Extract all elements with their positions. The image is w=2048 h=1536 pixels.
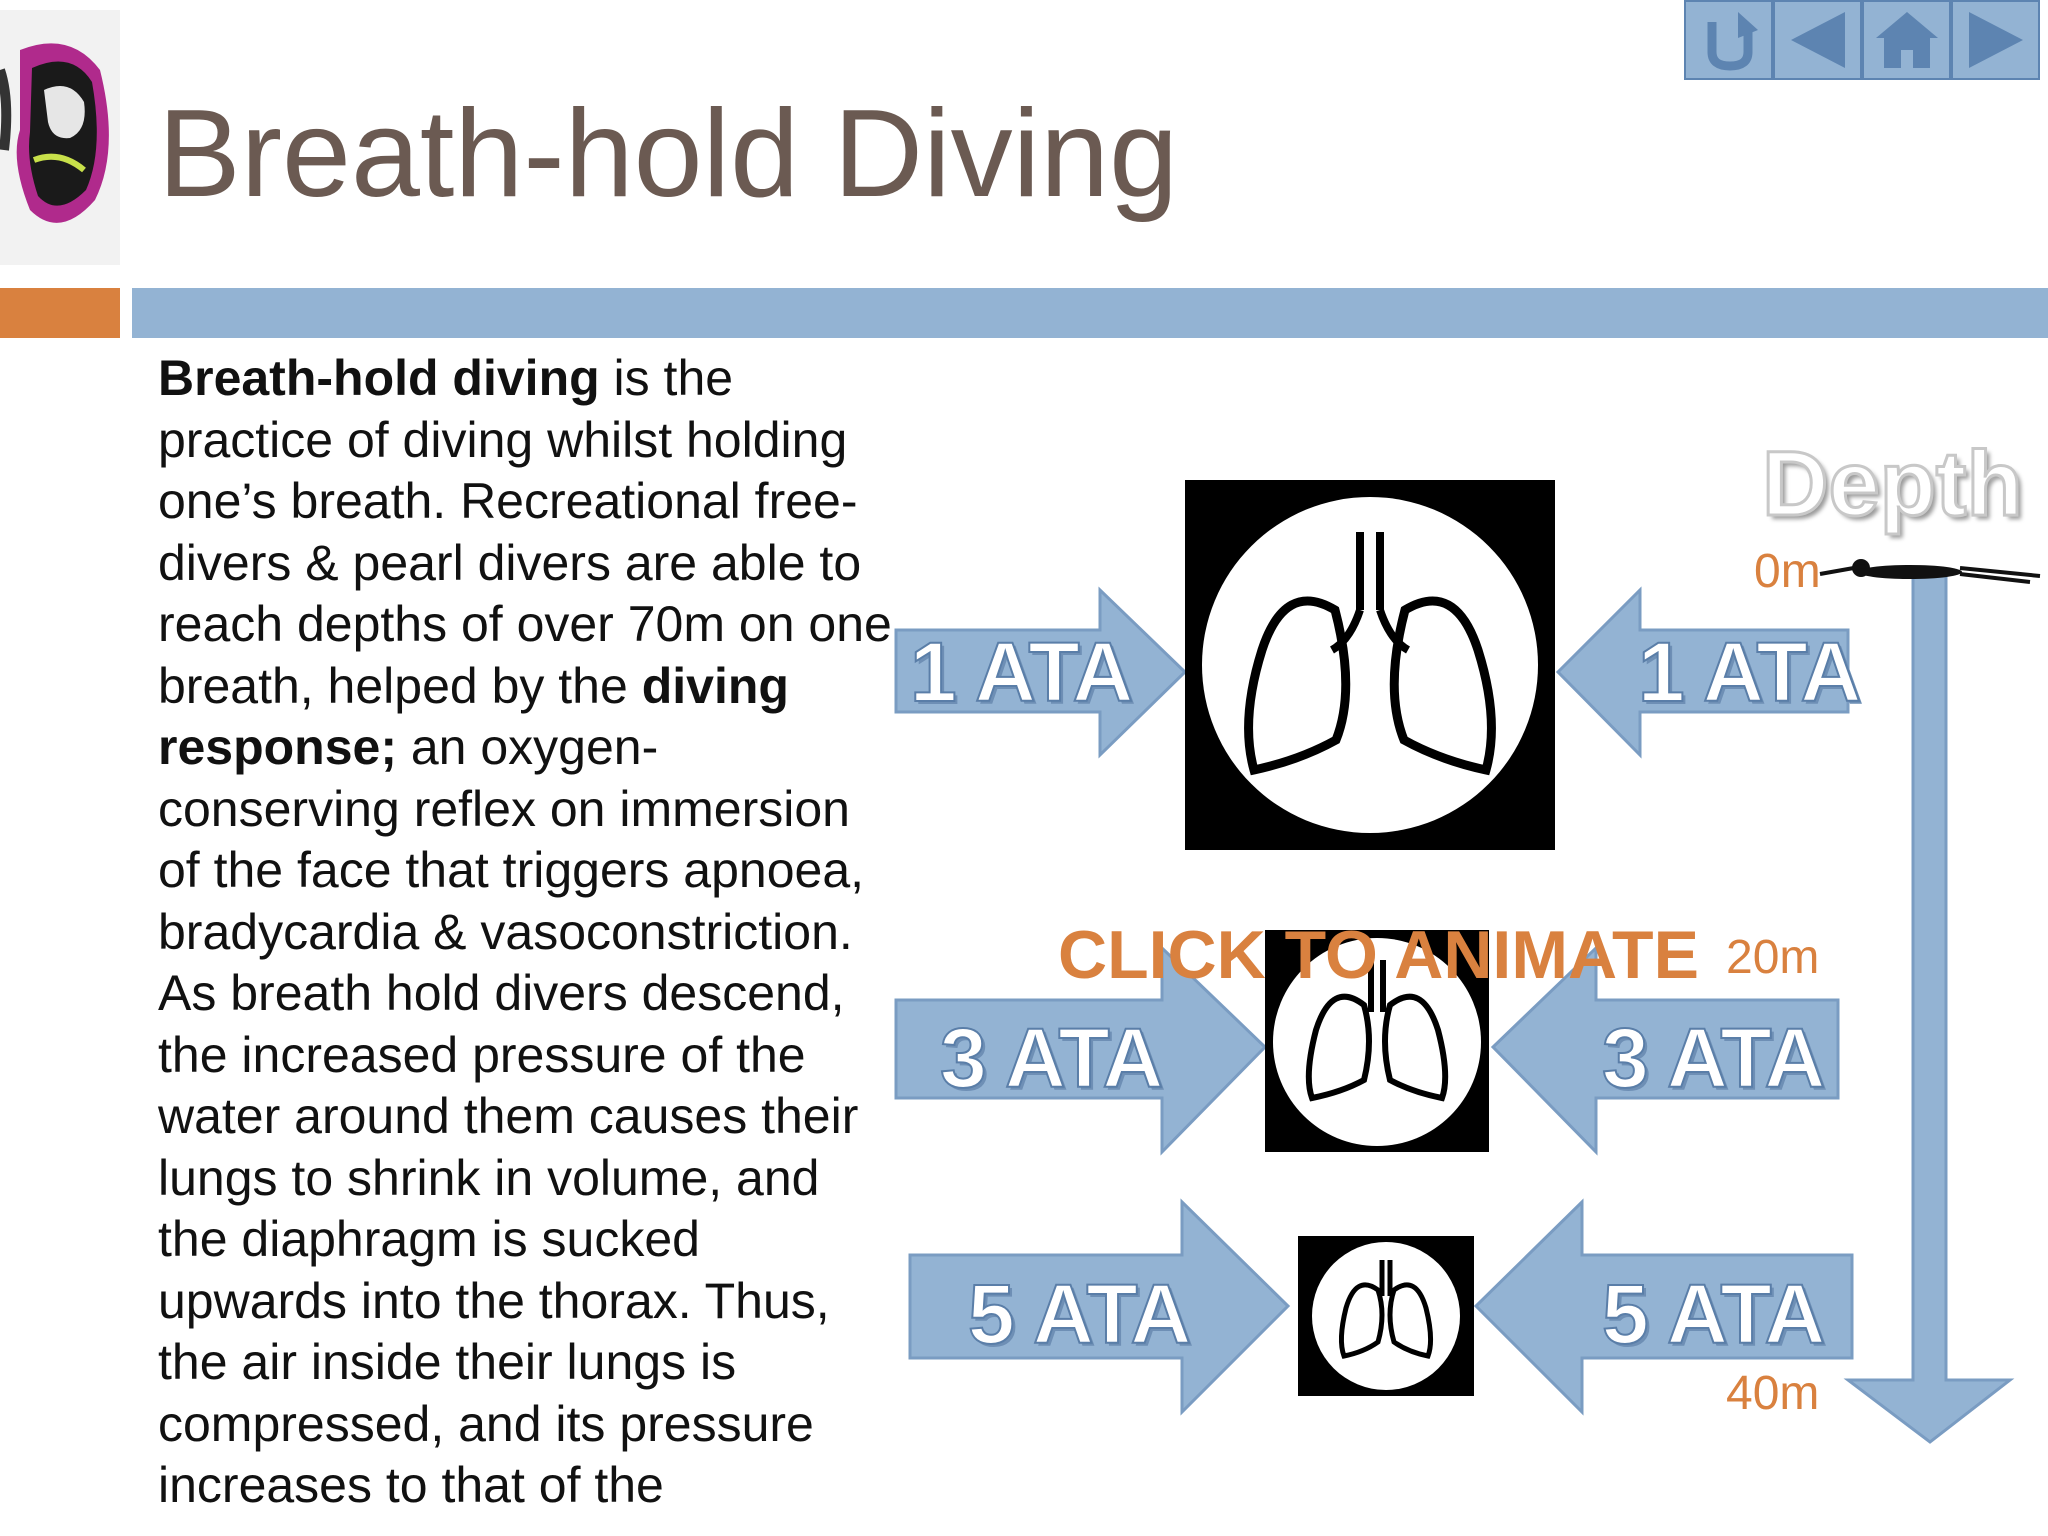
home-button[interactable]	[1862, 0, 1951, 80]
depth-arrow	[1848, 575, 2010, 1442]
dive-mask-logo	[0, 10, 120, 265]
lungs-small	[1298, 1236, 1474, 1396]
home-icon	[1872, 8, 1942, 72]
ata-label-right-row2: 3 ATA	[1602, 1011, 1825, 1105]
ata-label-left-row2: 3 ATA	[940, 1011, 1163, 1105]
depth-title: Depth	[1762, 433, 2023, 535]
body-text-part-1: is the practice of diving whilst holding one’s breath. Recreational free-divers & pearl divers are able to reach depths of over 70m on one breath, helped by the	[158, 350, 892, 714]
previous-button[interactable]	[1773, 0, 1862, 80]
title-underline-accent	[0, 288, 120, 338]
return-button[interactable]	[1684, 0, 1773, 80]
depth-label-40m: 40m	[1726, 1367, 1820, 1420]
next-button[interactable]	[1951, 0, 2040, 80]
depth-label-0m: 0m	[1754, 545, 1821, 598]
body-text	[158, 348, 898, 1517]
ata-label-left-row1: 1 ATA	[910, 625, 1133, 719]
next-icon	[1961, 8, 2031, 72]
return-icon	[1694, 8, 1764, 72]
ata-label-right-row3: 5 ATA	[1602, 1267, 1825, 1361]
title-underline-bar	[132, 288, 2048, 338]
body-text-part-2: an oxygen-conserving reflex on immersion of the face that triggers apnoea, bradycardia & vasoconstriction. As breath hold divers descend, the increased pressure of the water around them causes their lungs to shrink in volume, and the diaphragm is sucked upwards into the thorax. Thus, the air inside their lungs is compressed, and its pressure increases to that of the	[158, 719, 865, 1513]
ata-label-right-row1: 1 ATA	[1638, 625, 1861, 719]
term-breath-hold-diving: Breath-hold diving	[158, 350, 600, 406]
term-diving-response: diving response;	[158, 657, 789, 775]
ata-label-left-row3: 5 ATA	[968, 1267, 1191, 1361]
slide-navigation	[1684, 0, 2048, 84]
lungs-large	[1185, 480, 1555, 850]
click-to-animate-button[interactable]: CLICK TO ANIMATE	[1058, 917, 1699, 993]
depth-label-20m: 20m	[1726, 931, 1820, 984]
previous-icon	[1783, 8, 1853, 72]
slide-title: Breath-hold Diving	[158, 85, 1179, 223]
